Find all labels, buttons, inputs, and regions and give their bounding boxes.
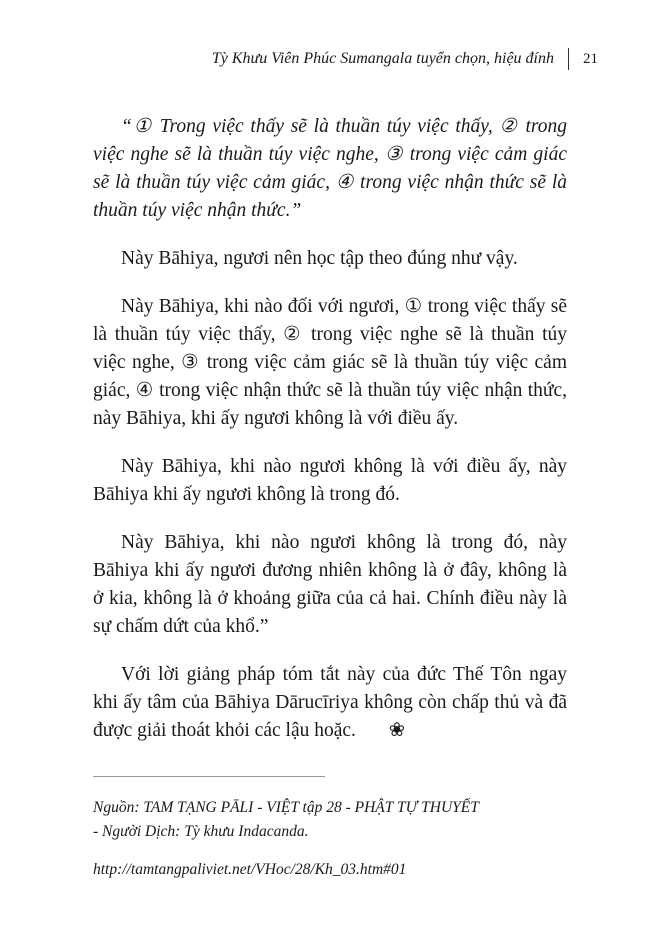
- running-header: [212, 48, 598, 70]
- footnote-divider: [93, 776, 325, 777]
- closing-paragraph: [93, 661, 567, 745]
- source-url-link[interactable]: http://tamtangpaliviet.net/VHoc/28/Kh_03.htm#01: [93, 861, 407, 878]
- body-paragraph: Này Bāhiya, khi nào ngươi không là với điều ấy, này Bāhiya khi ấy ngươi không là trong đó.: [93, 456, 567, 505]
- body-paragraph: Này Bāhiya, ngươi nên học tập theo đúng như vậy.: [121, 248, 518, 269]
- footnote: [93, 796, 563, 882]
- quoted-verse-paragraph: “① Trong việc thấy sẽ là thuần túy việc thấy, ② trong việc nghe sẽ là thuần túy việc nghe, ③ trong việc cảm giác sẽ là thuần túy việc cảm giác, ④ trong việc nhận thức sẽ là thuần túy việc nhận thức.”: [93, 116, 567, 221]
- closing-text: Với lời giảng pháp tóm tắt này của đức Thế Tôn ngay khi ấy tâm của Bāhiya Dārucīriya không còn chấp thủ và đã được giải thoát khỏi các lậu hoặc.: [93, 664, 567, 741]
- body-paragraph: Này Bāhiya, khi nào đối với ngươi, ① trong việc thấy sẽ là thuần túy việc thấy, ② trong việc nghe sẽ là thuần túy việc nghe, ③ trong việc cảm giác sẽ là thuần túy việc cảm giác, ④ trong việc nhận thức sẽ là thuần túy việc nhận thức, này Bāhiya, khi ấy ngươi không là với điều ấy.: [93, 296, 567, 429]
- main-text: [93, 113, 567, 765]
- body-paragraph: Này Bāhiya, khi nào ngươi không là trong đó, này Bāhiya khi ấy ngươi đương nhiên không là ở đây, không là ở kia, không là ở khoảng giữa của cả hai. Chính điều này là sự chấm dứt của khổ.”: [93, 532, 567, 637]
- footnote-source: Nguồn: TAM TẠNG PĀLI - VIỆT tập 28 - PHẬT TỰ THUYẾT: [93, 799, 479, 816]
- page-number: 21: [583, 50, 598, 67]
- footnote-translator: - Người Dịch: Tỳ khưu Indacanda.: [93, 823, 309, 840]
- lotus-ornament-icon: ❀: [388, 720, 406, 741]
- running-title: Tỳ Khưu Viên Phúc Sumangala tuyển chọn, hiệu đính: [211, 50, 554, 67]
- header-divider: [568, 48, 569, 70]
